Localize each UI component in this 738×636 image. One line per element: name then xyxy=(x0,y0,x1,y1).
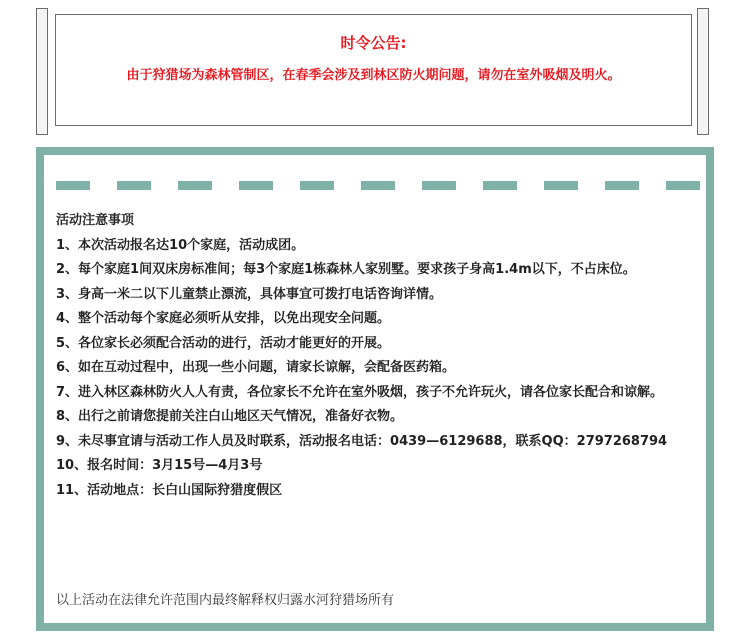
dash-segment xyxy=(605,181,639,190)
list-item: 4、整个活动每个家庭必须听从安排，以免出现安全问题。 xyxy=(56,311,391,326)
list-item: 3、身高一米二以下儿童禁止漂流，具体事宜可拨打电话咨询详情。 xyxy=(56,286,443,302)
dash-segment xyxy=(117,181,151,190)
activity-notes-heading: 活动注意事项 xyxy=(56,213,135,228)
dash-segment xyxy=(544,181,578,190)
list-item: 9、未尽事宜请与活动工作人员及时联系，活动报名电话：0439—6129688，联系QQ：2797268794 xyxy=(56,433,668,449)
notice-body: 由于狩猎场为森林管制区，在春季会涉及到林区防火期问题，请勿在室外吸烟及明火。 xyxy=(126,68,621,83)
dash-segment xyxy=(300,181,334,190)
dash-segment xyxy=(178,181,212,190)
list-item: 10、报名时间：3月15号—4月3号 xyxy=(56,458,263,473)
list-item: 1、本次活动报名达10个家庭，活动成团。 xyxy=(56,237,305,253)
list-item: 5、各位家长必须配合活动的进行，活动才能更好的开展。 xyxy=(56,335,391,351)
list-item: 7、进入林区森林防火人人有责，各位家长不允许在室外吸烟，孩子不允许玩火，请各位家长配合和谅解。 xyxy=(56,384,664,400)
dash-segment xyxy=(239,181,273,190)
seasonal-notice-box xyxy=(55,14,692,126)
notice-title: 时令公告: xyxy=(340,34,407,52)
dash-segment xyxy=(422,181,456,190)
dash-divider xyxy=(56,181,700,190)
dash-segment xyxy=(56,181,90,190)
scroll-rod-right xyxy=(697,8,709,135)
list-item: 11、活动地点：长白山国际狩猎度假区 xyxy=(56,482,283,498)
activity-notes-panel xyxy=(36,147,714,631)
list-item: 6、如在互动过程中，出现一些小问题，请家长谅解，会配备医药箱。 xyxy=(56,360,456,375)
disclaimer-footer: 以上活动在法律允许范围内最终解释权归露水河狩猎场所有 xyxy=(56,593,395,608)
activity-notes-content xyxy=(56,209,702,503)
dash-segment xyxy=(666,181,700,190)
list-item: 8、出行之前请您提前关注白山地区天气情况，准备好衣物。 xyxy=(56,409,404,424)
scroll-rod-left xyxy=(36,8,48,135)
list-item: 2、每个家庭1间双床房标准间；每3个家庭1栋森林人家别墅。要求孩子身高1.4m以下，不占床位。 xyxy=(56,262,636,277)
dash-segment xyxy=(361,181,395,190)
dash-segment xyxy=(483,181,517,190)
